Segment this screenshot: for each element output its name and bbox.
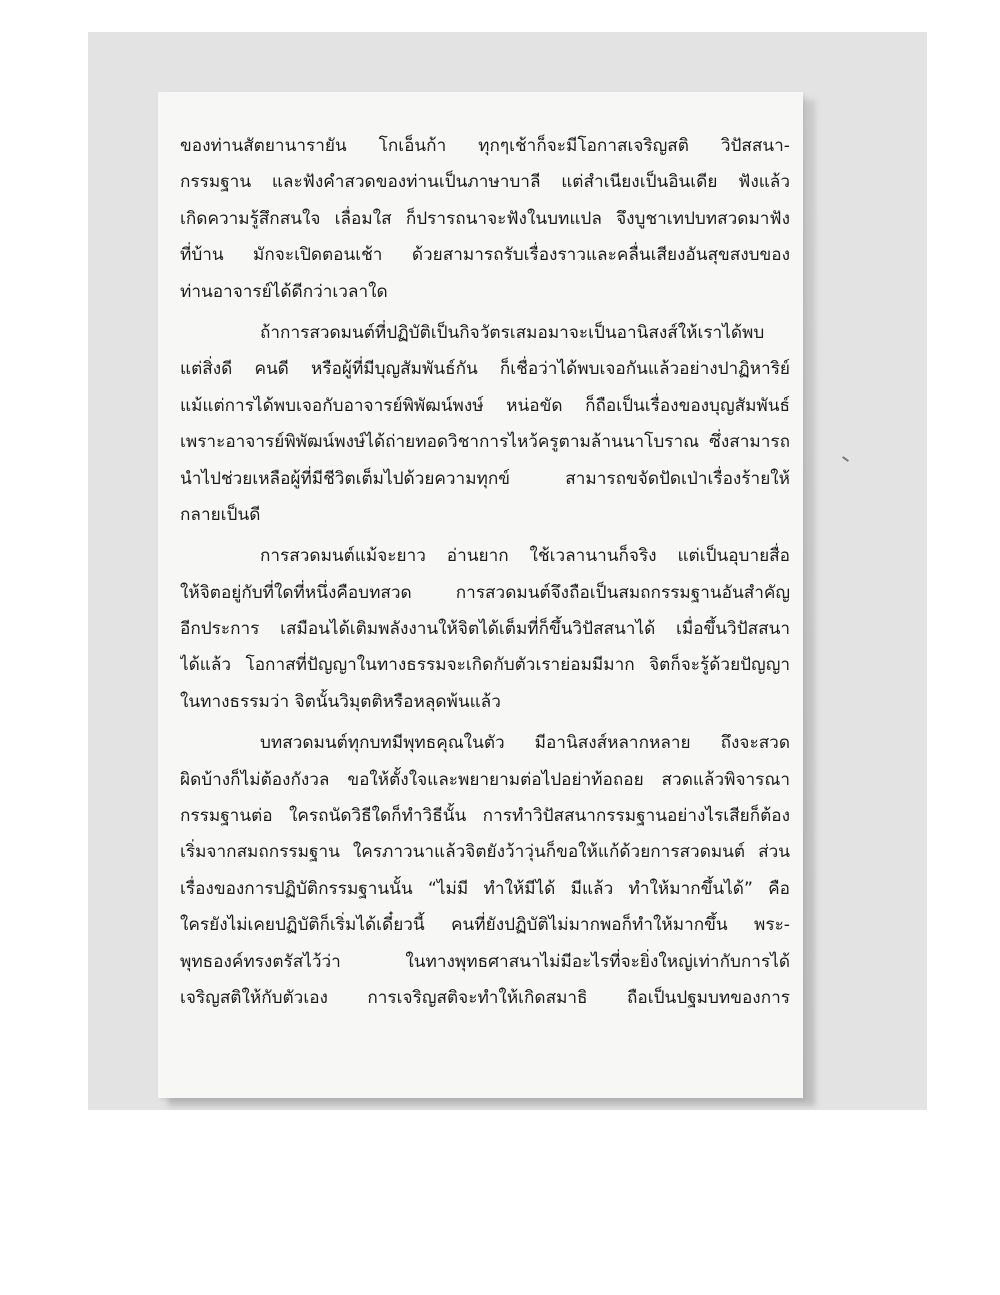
body-text <box>180 128 790 1016</box>
text-line: กรรมฐาน และฟังคำสวดของท่านเป็นภาษาบาลี แต่สำเนียงเป็นอินเดีย ฟังแล้ว <box>180 172 790 193</box>
paragraph-3 <box>180 538 790 720</box>
text-line: ผิดบ้างก็ไม่ต้องกังวล ขอให้ตั้งใจและพยายามต่อไปอย่าท้อถอย สวดแล้วพิจารณา <box>180 769 790 790</box>
paragraph-4 <box>180 725 790 1016</box>
text-line: เรื่องของการปฏิบัติกรรมฐานนั้น “ไม่มี ทำให้มีได้ มีแล้ว ทำให้มากขึ้นได้” คือ <box>180 878 790 899</box>
text-line: การสวดมนต์แม้จะยาว อ่านยาก ใช้เวลานานก็จริง แต่เป็นอุบายสื่อ <box>260 546 790 567</box>
text-line: เพราะอาจารย์พิพัฒน์พงษ์ได้ถ่ายทอดวิชาการไหว้ครูตามล้านนาโบราณ ซึ่งสามารถ <box>180 432 790 453</box>
text-line: บทสวดมนต์ทุกบทมีพุทธคุณในตัว มีอานิสงส์หลากหลาย ถึงจะสวด <box>260 733 790 754</box>
text-line: กรรมฐานต่อ ใครถนัดวิธีใดก็ทำวิธีนั้น การทำวิปัสสนากรรมฐานอย่างไรเสียก็ต้อง <box>180 806 790 827</box>
text-line: ที่บ้าน มักจะเปิดตอนเช้า ด้วยสามารถรับเรื่องราวและคลื่นเสียงอันสุขสงบของ <box>180 245 790 266</box>
text-line: ในทางธรรมว่า จิตนั้นวิมุตติหรือหลุดพ้นแล้ว <box>180 691 501 712</box>
paragraph-1 <box>180 128 790 310</box>
book-page <box>158 92 803 1098</box>
text-line: นำไปช่วยเหลือผู้ที่มีชีวิตเต็มไปด้วยความทุกข์ สามารถขจัดปัดเป่าเรื่องร้ายให้ <box>180 468 790 489</box>
text-line: เกิดความรู้สึกสนใจ เลื่อมใส ก็ปรารถนาจะฟังในบทแปล จึงบูชาเทปบทสวดมาฟัง <box>180 208 790 229</box>
text-line: แม้แต่การได้พบเจอกับอาจารย์พิพัฒน์พงษ์ หน่อขัด ก็ถือเป็นเรื่องของบุญสัมพันธ์ <box>180 395 790 416</box>
text-line: ใครยังไม่เคยปฏิบัติก็เริ่มได้เดี๋ยวนี้ คนที่ยังปฏิบัติไม่มากพอก็ทำให้มากขึ้น พระ- <box>180 915 790 936</box>
text-line: เริ่มจากสมถกรรมฐาน ใครภาวนาแล้วจิตยังว้าวุ่นก็ขอให้แก้ด้วยการสวดมนต์ ส่วน <box>180 842 790 863</box>
text-line: ได้แล้ว โอกาสที่ปัญญาในทางธรรมจะเกิดกับตัวเราย่อมมีมาก จิตก็จะรู้ด้วยปัญญา <box>180 655 790 676</box>
text-line: ท่านอาจารย์ได้ดีกว่าเวลาใด <box>180 281 388 302</box>
text-line: พุทธองค์ทรงตรัสไว้ว่า ในทางพุทธศาสนาไม่มีอะไรที่จะยิ่งใหญ่เท่ากับการได้ <box>180 951 790 972</box>
text-line: อีกประการ เสมือนได้เติมพลังงานให้จิตได้เต็มที่ก็ขึ้นวิปัสสนาได้ เมื่อขึ้นวิปัสสนา <box>180 619 790 640</box>
text-line: เจริญสติให้กับตัวเอง การเจริญสติจะทำให้เกิดสมาธิ ถือเป็นปฐมบทของการ <box>180 987 790 1008</box>
text-line: แต่สิ่งดี คนดี หรือผู้ที่มีบุญสัมพันธ์กัน ก็เชื่อว่าได้พบเจอกันแล้วอย่างปาฏิหาริย์ <box>180 359 790 380</box>
text-line: ของท่านสัตยานารายัน โกเอ็นก้า ทุกๆเช้าก็จะมีโอกาสเจริญสติ วิปัสสนา- <box>180 136 790 156</box>
paragraph-2 <box>180 315 790 533</box>
text-line: ให้จิตอยู่กับที่ใดที่หนึ่งคือบทสวด การสวดมนต์จึงถือเป็นสมถกรรมฐานอันสำคัญ <box>180 582 790 603</box>
text-line: ถ้าการสวดมนต์ที่ปฏิบัติเป็นกิจวัตรเสมอมาจะเป็นอานิสงส์ให้เราได้พบ <box>260 322 765 343</box>
text-line: กลายเป็นดี <box>180 504 261 525</box>
